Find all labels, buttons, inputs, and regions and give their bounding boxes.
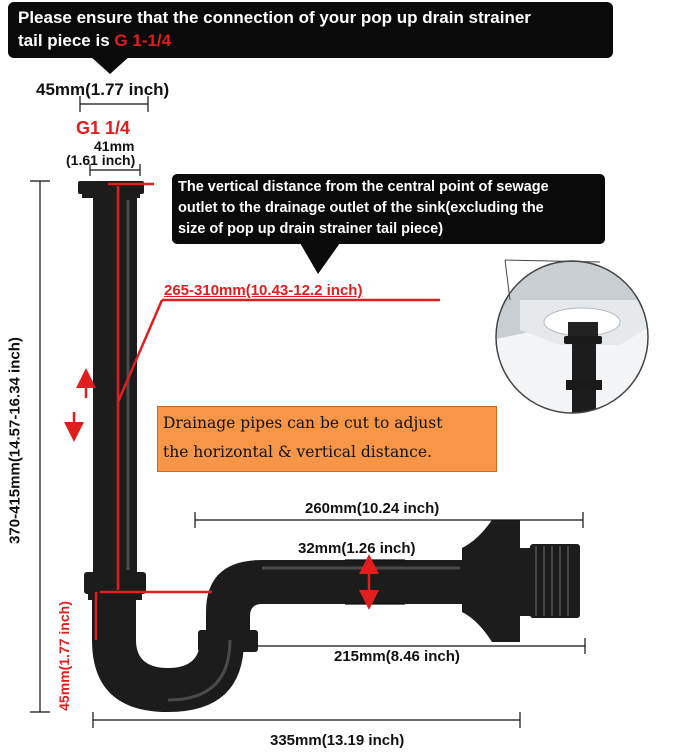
inner-width-mm-label: 41mm xyxy=(94,138,135,154)
horizontal-mid-label: 215mm(8.46 inch) xyxy=(334,648,460,665)
thread-label: G1 1/4 xyxy=(76,118,131,138)
bottom-height-label: 45mm(1.77 inch) xyxy=(56,601,72,711)
callout-pointer xyxy=(300,243,340,274)
total-height-label: 370-415mm(14.57-16.34 inch) xyxy=(6,337,24,544)
callout-line-3: size of pop up drain strainer tail piece) xyxy=(178,221,444,237)
note-line-1: Drainage pipes can be cut to adjust xyxy=(163,414,443,432)
horizontal-top-label: 260mm(10.24 inch) xyxy=(305,500,440,517)
inner-width-inch-label: (1.61 inch) xyxy=(66,152,136,168)
callout-line-1: The vertical distance from the central point of sewage xyxy=(178,179,549,195)
banner-line-1: Please ensure that the connection of your pop up drain strainer xyxy=(18,8,531,27)
top-width-label: 45mm(1.77 inch) xyxy=(36,80,170,99)
inset-photo xyxy=(490,255,660,425)
banner-line-2-prefix: tail piece is xyxy=(18,31,115,50)
total-width-label: 335mm(13.19 inch) xyxy=(270,732,405,749)
banner-pointer xyxy=(90,56,130,74)
banner-thread-highlight: G 1-1/4 xyxy=(114,31,172,50)
pipe-diameter-label: 32mm(1.26 inch) xyxy=(298,540,416,557)
callout-text xyxy=(178,177,603,240)
callout-line-2: outlet to the drainage outlet of the sink(excluding the xyxy=(178,200,544,216)
vertical-range-label: 265-310mm(10.43-12.2 inch) xyxy=(164,282,363,299)
note-line-2: the horizontal & vertical distance. xyxy=(163,443,432,461)
